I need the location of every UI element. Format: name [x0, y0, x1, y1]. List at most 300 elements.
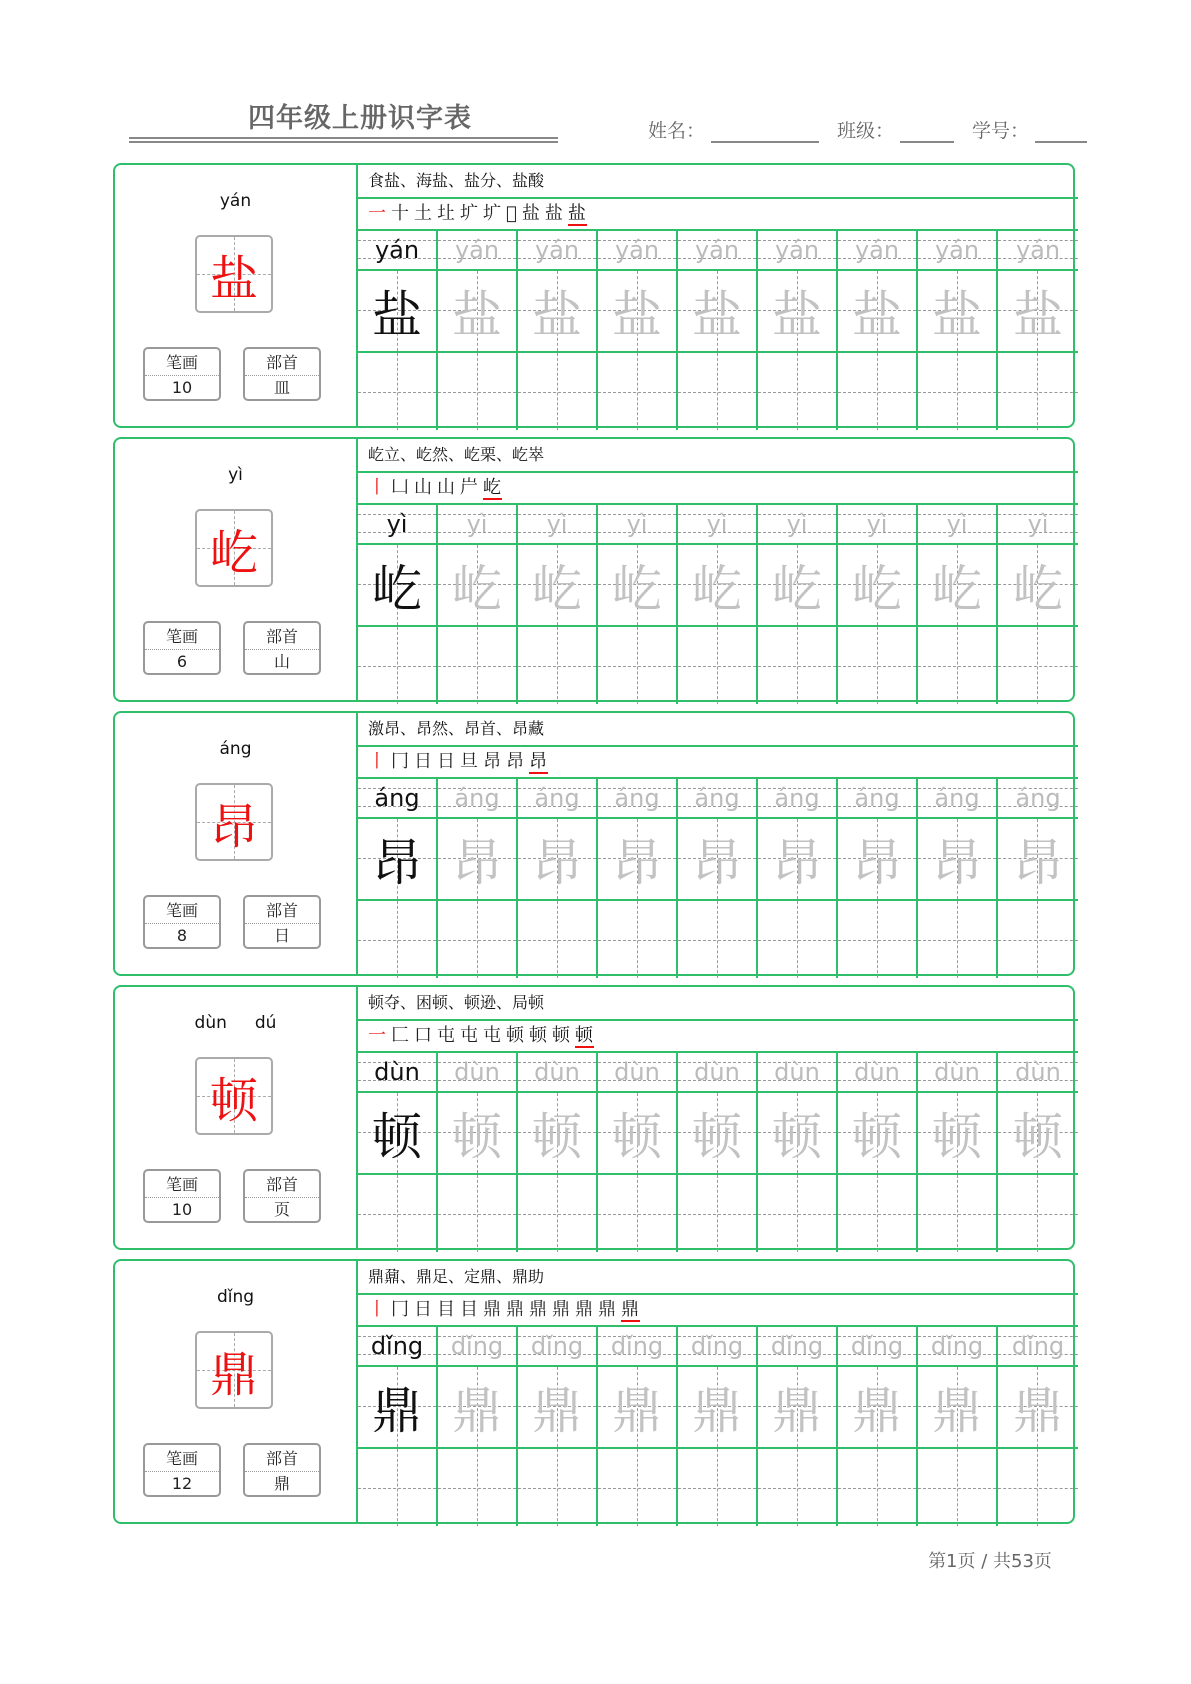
practice-char: 盐	[1013, 286, 1063, 344]
pinyin-cell[interactable]	[438, 505, 518, 543]
pinyin-cell[interactable]	[518, 1053, 598, 1091]
pinyin-cell[interactable]	[918, 505, 998, 543]
practice-panel	[358, 165, 1078, 426]
tracing-cell[interactable]	[998, 819, 1078, 899]
writing-cell[interactable]	[438, 627, 518, 704]
tracing-cell[interactable]	[518, 545, 598, 625]
practice-pinyin: yì	[706, 510, 728, 538]
main-character: 屹	[209, 524, 258, 581]
pinyin-row	[358, 505, 1078, 545]
radical-value: 皿	[273, 378, 290, 397]
stroke-step: 鼎	[598, 1299, 617, 1320]
practice-pinyin: yán	[934, 236, 980, 264]
character-info-panel	[115, 713, 358, 974]
writing-row	[358, 627, 1078, 704]
practice-pinyin: yán	[534, 236, 580, 264]
radical-label: 部首	[245, 1445, 319, 1472]
stroke-step: 山	[437, 477, 456, 498]
pinyin-cell[interactable]	[678, 779, 758, 817]
stroke-step: 目	[460, 1299, 479, 1320]
pinyin-cell[interactable]	[758, 779, 838, 817]
character-card	[113, 163, 1075, 428]
example-words: 鼎鼐、鼎足、定鼎、鼎助	[358, 1261, 1078, 1295]
tracing-cell[interactable]	[758, 1367, 838, 1447]
student-info	[648, 116, 1087, 143]
tracing-cell[interactable]	[678, 545, 758, 625]
tracing-cell[interactable]	[838, 1093, 918, 1173]
character-box	[195, 783, 273, 861]
practice-pinyin: dùn	[1015, 1058, 1061, 1086]
practice-char: 昂	[1013, 834, 1063, 892]
writing-cell[interactable]	[518, 1449, 598, 1526]
tracing-cell[interactable]	[998, 1093, 1078, 1173]
practice-pinyin: yì	[546, 510, 568, 538]
writing-cell[interactable]	[598, 1449, 678, 1526]
practice-char: 鼎	[852, 1382, 902, 1440]
practice-pinyin: áng	[694, 784, 740, 812]
tracing-cell[interactable]	[518, 271, 598, 351]
writing-cell[interactable]	[358, 901, 438, 978]
writing-cell[interactable]	[838, 353, 918, 430]
tracing-cell[interactable]	[438, 819, 518, 899]
tracing-cell[interactable]	[758, 1093, 838, 1173]
tracing-cell[interactable]	[358, 271, 438, 351]
tracing-cell[interactable]	[598, 819, 678, 899]
pinyin-cell[interactable]	[518, 779, 598, 817]
practice-pinyin: áng	[774, 784, 820, 812]
pinyin-cell[interactable]	[758, 505, 838, 543]
radical-label: 部首	[245, 349, 319, 376]
pinyin-cell[interactable]	[918, 231, 998, 269]
pinyin-cell[interactable]	[678, 231, 758, 269]
stroke-order	[358, 199, 1078, 231]
stroke-step: 盐	[544, 203, 564, 224]
pinyin-cell[interactable]	[758, 1053, 838, 1091]
stroke-step: 鼎	[552, 1299, 571, 1320]
writing-cell[interactable]	[598, 627, 678, 704]
practice-pinyin: dǐng	[530, 1332, 584, 1360]
writing-cell[interactable]	[438, 353, 518, 430]
character-info-panel	[115, 165, 358, 426]
stroke-step: 屵	[460, 477, 479, 498]
tracing-cell[interactable]	[918, 271, 998, 351]
practice-panel	[358, 439, 1078, 700]
tracing-cell[interactable]	[598, 1093, 678, 1173]
page-title: 四年级上册识字表	[248, 103, 472, 134]
tracing-cell[interactable]	[998, 271, 1078, 351]
pinyin-cell[interactable]	[438, 1053, 518, 1091]
stroke-step: 山	[414, 477, 433, 498]
radical-box	[243, 1169, 321, 1223]
pinyin-cell[interactable]	[598, 1053, 678, 1091]
practice-pinyin: áng	[534, 784, 580, 812]
stroke-step: 日	[437, 751, 456, 772]
stroke-step: 盐	[567, 203, 587, 224]
pinyin-cell[interactable]	[358, 1327, 438, 1365]
tracing-cell[interactable]	[598, 271, 678, 351]
stroke-count-label: 笔画	[145, 1171, 219, 1198]
tracing-cell[interactable]	[918, 1367, 998, 1447]
practice-char: 屹	[692, 560, 742, 618]
practice-char: 屹	[532, 560, 582, 618]
radical-value: 山	[273, 652, 290, 671]
title-underline-2	[129, 141, 558, 143]
pinyin-cell[interactable]	[758, 1327, 838, 1365]
stroke-step: 鼎	[506, 1299, 525, 1320]
practice-char: 鼎	[1013, 1382, 1063, 1440]
practice-pinyin: dǐng	[1011, 1332, 1065, 1360]
practice-pinyin: yán	[454, 236, 500, 264]
stroke-step: 丨	[368, 1299, 387, 1320]
character-box	[195, 1331, 273, 1409]
tracing-cell[interactable]	[518, 1093, 598, 1173]
pinyin-cell[interactable]	[438, 779, 518, 817]
stroke-order	[358, 473, 1078, 505]
stroke-order	[358, 1295, 1078, 1327]
writing-cell[interactable]	[598, 353, 678, 430]
tracing-cell[interactable]	[518, 1367, 598, 1447]
practice-pinyin: yán	[1015, 236, 1061, 264]
pinyin-label	[115, 1287, 356, 1307]
stroke-step: 顿	[575, 1025, 594, 1046]
pinyin-row	[358, 1053, 1078, 1093]
radical-box	[243, 895, 321, 949]
pinyin-cell[interactable]	[998, 1053, 1078, 1091]
stroke-step: 日	[414, 1299, 433, 1320]
writing-cell[interactable]	[918, 1449, 998, 1526]
tracing-cell[interactable]	[838, 819, 918, 899]
tracing-cell[interactable]	[838, 271, 918, 351]
pinyin: dǐng	[216, 1287, 255, 1307]
character-info-panel	[115, 987, 358, 1248]
pinyin-row	[358, 231, 1078, 271]
practice-pinyin: yán	[374, 236, 420, 264]
student-no-label: 学号：	[972, 120, 1030, 142]
writing-cell[interactable]	[758, 353, 838, 430]
writing-cell[interactable]	[518, 627, 598, 704]
writing-row	[358, 353, 1078, 430]
pinyin-cell[interactable]	[838, 1053, 918, 1091]
practice-char: 屹	[772, 560, 822, 618]
character-box	[195, 1057, 273, 1135]
writing-cell[interactable]	[998, 353, 1078, 430]
main-character: 昂	[209, 798, 258, 855]
tracing-cell[interactable]	[518, 819, 598, 899]
writing-cell[interactable]	[758, 1449, 838, 1526]
practice-char: 盐	[772, 286, 822, 344]
main-character: 顿	[209, 1072, 258, 1129]
tracing-cell[interactable]	[998, 545, 1078, 625]
tracing-cell[interactable]	[438, 271, 518, 351]
tracing-cell[interactable]	[598, 1367, 678, 1447]
pinyin-cell[interactable]	[598, 505, 678, 543]
character-card	[113, 1259, 1075, 1524]
stroke-step: 鼎	[483, 1299, 502, 1320]
pinyin-cell[interactable]	[518, 231, 598, 269]
pinyin-cell[interactable]	[358, 779, 438, 817]
pinyin-cell[interactable]	[598, 1327, 678, 1365]
stroke-step: 土	[414, 203, 433, 224]
practice-char: 顿	[1013, 1108, 1063, 1166]
stroke-step: 匚	[391, 1025, 410, 1046]
radical-label: 部首	[245, 1171, 319, 1198]
stroke-step: 顿	[506, 1025, 525, 1046]
pinyin-cell[interactable]	[358, 505, 438, 543]
writing-cell[interactable]	[358, 353, 438, 430]
pinyin-cell[interactable]	[358, 231, 438, 269]
writing-cell[interactable]	[598, 1175, 678, 1252]
example-words: 屹立、屹然、屹栗、屹崒	[358, 439, 1078, 473]
pinyin-cell[interactable]	[838, 1327, 918, 1365]
stroke-count-label: 笔画	[145, 1445, 219, 1472]
stroke-step: 口	[414, 1025, 433, 1046]
pinyin-cell[interactable]	[998, 1327, 1078, 1365]
character-card	[113, 711, 1075, 976]
writing-cell[interactable]	[358, 1449, 438, 1526]
practice-pinyin: yán	[694, 236, 740, 264]
practice-char: 昂	[852, 834, 902, 892]
tracing-cell[interactable]	[678, 819, 758, 899]
practice-char: 昂	[372, 834, 422, 892]
pinyin-cell[interactable]	[998, 505, 1078, 543]
character-info-panel	[115, 1261, 358, 1522]
stroke-step: 鼎	[575, 1299, 594, 1320]
practice-pinyin: áng	[854, 784, 900, 812]
practice-pinyin: yán	[854, 236, 900, 264]
pinyin: áng	[219, 739, 252, 759]
stroke-step: 冂	[391, 1299, 410, 1320]
pinyin-cell[interactable]	[678, 1327, 758, 1365]
practice-char: 盐	[932, 286, 982, 344]
stroke-step: 目	[437, 1299, 456, 1320]
example-words: 食盐、海盐、盐分、盐酸	[358, 165, 1078, 199]
writing-cell[interactable]	[518, 901, 598, 978]
practice-char: 昂	[612, 834, 662, 892]
practice-pinyin: áng	[614, 784, 660, 812]
writing-cell[interactable]	[678, 1449, 758, 1526]
tracing-cell[interactable]	[438, 1367, 518, 1447]
pinyin-cell[interactable]	[598, 231, 678, 269]
writing-cell[interactable]	[758, 1175, 838, 1252]
tracing-cell[interactable]	[438, 1093, 518, 1173]
practice-pinyin: yì	[626, 510, 648, 538]
writing-row	[358, 901, 1078, 978]
practice-char: 昂	[772, 834, 822, 892]
pinyin-cell[interactable]	[358, 1053, 438, 1091]
practice-char: 鼎	[372, 1382, 422, 1440]
practice-char: 鼎	[692, 1382, 742, 1440]
writing-cell[interactable]	[758, 627, 838, 704]
class-field[interactable]	[900, 123, 954, 143]
practice-char: 屹	[452, 560, 502, 618]
tracing-cell[interactable]	[918, 1093, 998, 1173]
writing-cell[interactable]	[438, 1175, 518, 1252]
pinyin-cell[interactable]	[758, 231, 838, 269]
practice-pinyin: yán	[774, 236, 820, 264]
stroke-step: 旦	[460, 751, 479, 772]
writing-cell[interactable]	[918, 1175, 998, 1252]
writing-cell[interactable]	[918, 901, 998, 978]
tracing-cell[interactable]	[758, 271, 838, 351]
name-field[interactable]	[711, 123, 819, 143]
writing-cell[interactable]	[838, 901, 918, 978]
stroke-step: 盐	[521, 203, 541, 224]
writing-cell[interactable]	[998, 1449, 1078, 1526]
practice-char: 顿	[932, 1108, 982, 1166]
stroke-count-label: 笔画	[145, 623, 219, 650]
practice-char: 盐	[372, 286, 422, 344]
writing-cell[interactable]	[838, 1449, 918, 1526]
radical-value: 页	[273, 1200, 290, 1219]
character-box	[195, 509, 273, 587]
writing-cell[interactable]	[998, 627, 1078, 704]
writing-cell[interactable]	[518, 1175, 598, 1252]
practice-char: 鼎	[612, 1382, 662, 1440]
name-label: 姓名：	[648, 120, 706, 142]
stroke-order	[358, 1021, 1078, 1053]
stroke-count-value: 8	[176, 926, 188, 945]
practice-pinyin: yì	[386, 510, 408, 538]
class-label: 班级：	[837, 120, 895, 142]
pinyin-cell[interactable]	[998, 231, 1078, 269]
stroke-count-box	[143, 1443, 221, 1497]
practice-char: 顿	[532, 1108, 582, 1166]
tracing-cell[interactable]	[678, 1093, 758, 1173]
stroke-step: 屯	[437, 1025, 456, 1046]
writing-cell[interactable]	[838, 627, 918, 704]
stroke-count-box	[143, 895, 221, 949]
writing-cell[interactable]	[358, 627, 438, 704]
writing-cell[interactable]	[438, 901, 518, 978]
practice-pinyin: dùn	[374, 1058, 420, 1086]
pinyin-cell[interactable]	[918, 779, 998, 817]
pinyin-cell[interactable]	[438, 1327, 518, 1365]
pinyin: dùn	[194, 1013, 227, 1033]
tracing-cell[interactable]	[358, 1093, 438, 1173]
pinyin-row	[358, 779, 1078, 819]
practice-char: 鼎	[532, 1382, 582, 1440]
stroke-step: 圵	[437, 203, 456, 224]
practice-pinyin: yì	[946, 510, 968, 538]
writing-cell[interactable]	[518, 353, 598, 430]
pinyin-cell[interactable]	[998, 779, 1078, 817]
tracing-cell[interactable]	[598, 545, 678, 625]
stroke-count-value: 12	[171, 1474, 193, 1493]
radical-box	[243, 1443, 321, 1497]
stroke-step: 凵	[391, 477, 410, 498]
writing-cell[interactable]	[838, 1175, 918, 1252]
stroke-count-value: 6	[176, 652, 188, 671]
tracing-row	[358, 271, 1078, 353]
practice-char: 顿	[372, 1108, 422, 1166]
tracing-cell[interactable]	[918, 819, 998, 899]
writing-cell[interactable]	[678, 627, 758, 704]
tracing-cell[interactable]	[758, 819, 838, 899]
stroke-step: 圹	[483, 203, 502, 224]
practice-pinyin: dùn	[934, 1058, 980, 1086]
stroke-step: 顿	[552, 1025, 571, 1046]
writing-cell[interactable]	[998, 1175, 1078, 1252]
practice-pinyin: dǐng	[370, 1332, 424, 1360]
tracing-row	[358, 1367, 1078, 1449]
writing-cell[interactable]	[758, 901, 838, 978]
writing-cell[interactable]	[678, 353, 758, 430]
title-underline	[129, 137, 558, 139]
stroke-step: 昂	[506, 751, 525, 772]
pinyin-cell[interactable]	[918, 1327, 998, 1365]
practice-char: 盐	[452, 286, 502, 344]
tracing-cell[interactable]	[758, 545, 838, 625]
stroke-count-value: 10	[171, 1200, 193, 1219]
practice-char: 屹	[932, 560, 982, 618]
pinyin-cell[interactable]	[918, 1053, 998, 1091]
stroke-count-value: 10	[171, 378, 193, 397]
stroke-step: 鼎	[529, 1299, 548, 1320]
pinyin-cell[interactable]	[838, 779, 918, 817]
practice-pinyin: dùn	[614, 1058, 660, 1086]
writing-cell[interactable]	[998, 901, 1078, 978]
tracing-row	[358, 1093, 1078, 1175]
practice-char: 鼎	[932, 1382, 982, 1440]
tracing-cell[interactable]	[678, 1367, 758, 1447]
practice-pinyin: yì	[466, 510, 488, 538]
pinyin-cell[interactable]	[518, 1327, 598, 1365]
pinyin-cell[interactable]	[838, 505, 918, 543]
stroke-step: 顿	[529, 1025, 548, 1046]
tracing-cell[interactable]	[438, 545, 518, 625]
tracing-cell[interactable]	[838, 1367, 918, 1447]
writing-cell[interactable]	[358, 1175, 438, 1252]
pinyin-cell[interactable]	[838, 231, 918, 269]
writing-cell[interactable]	[678, 1175, 758, 1252]
writing-cell[interactable]	[438, 1449, 518, 1526]
writing-cell[interactable]	[918, 627, 998, 704]
practice-pinyin: dùn	[854, 1058, 900, 1086]
practice-panel	[358, 713, 1078, 974]
pinyin-row	[358, 1327, 1078, 1367]
stroke-step: 鼎	[621, 1299, 640, 1320]
practice-char: 盐	[852, 286, 902, 344]
tracing-cell[interactable]	[998, 1367, 1078, 1447]
stroke-count-label: 笔画	[145, 349, 219, 376]
pinyin-cell[interactable]	[518, 505, 598, 543]
stroke-step: 圹	[460, 203, 479, 224]
tracing-cell[interactable]	[358, 1367, 438, 1447]
tracing-cell[interactable]	[358, 819, 438, 899]
writing-cell[interactable]	[678, 901, 758, 978]
example-words: 顿夺、困顿、顿逊、局顿	[358, 987, 1078, 1021]
stroke-step: 冂	[391, 751, 410, 772]
pinyin-label	[115, 739, 356, 759]
pinyin-cell[interactable]	[438, 231, 518, 269]
writing-cell[interactable]	[598, 901, 678, 978]
pinyin-cell[interactable]	[598, 779, 678, 817]
tracing-cell[interactable]	[838, 545, 918, 625]
tracing-cell[interactable]	[678, 271, 758, 351]
pinyin: yì	[228, 465, 243, 485]
practice-char: 屹	[1013, 560, 1063, 618]
pinyin-cell[interactable]	[678, 1053, 758, 1091]
tracing-cell[interactable]	[918, 545, 998, 625]
tracing-cell[interactable]	[358, 545, 438, 625]
character-card	[113, 985, 1075, 1250]
practice-char: 昂	[532, 834, 582, 892]
writing-cell[interactable]	[918, 353, 998, 430]
stroke-step: 𡉉	[506, 203, 518, 224]
pinyin: yán	[219, 191, 252, 211]
pinyin-cell[interactable]	[678, 505, 758, 543]
student-no-field[interactable]	[1035, 123, 1087, 143]
